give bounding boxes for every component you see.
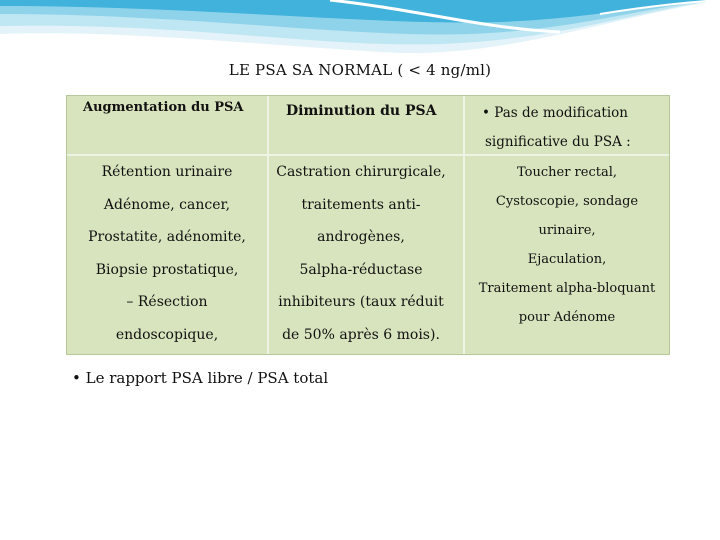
footnote-psa-ratio: • Le rapport PSA libre / PSA total	[72, 369, 329, 387]
list-item: urinaire,	[538, 223, 596, 238]
increase-causes	[67, 156, 267, 351]
list-item: 5alpha-réductase	[299, 261, 423, 278]
header-decrease: Diminution du PSA	[286, 103, 437, 119]
header-no-change-line1: • Pas de modification	[482, 105, 628, 121]
list-item: endoscopique,	[115, 326, 219, 343]
list-item: Adénome, cancer,	[103, 196, 231, 213]
header-increase: Augmentation du PSA	[83, 100, 244, 115]
list-item: de 50% après 6 mois).	[282, 326, 440, 343]
list-item: Cystoscopie, sondage	[495, 194, 639, 209]
list-item: Prostatite, adénomite,	[88, 229, 246, 245]
list-item: pour Adénome	[518, 310, 616, 325]
list-item: inhibiteurs (taux réduit	[278, 294, 444, 310]
list-item: Rétention urinaire	[101, 164, 233, 180]
list-item: – Résection	[126, 294, 208, 310]
no-change-causes	[465, 158, 669, 332]
list-item: Toucher rectal,	[516, 165, 617, 180]
list-item: Castration chirurgicale,	[276, 164, 446, 180]
decorative-wave-banner	[0, 0, 720, 70]
decrease-causes	[263, 156, 459, 351]
list-item: Ejaculation,	[527, 252, 607, 267]
list-item: traitements anti-	[301, 196, 421, 213]
slide-title: LE PSA SA NORMAL ( < 4 ng/ml)	[228, 61, 492, 79]
list-item: Biopsie prostatique,	[95, 261, 239, 278]
header-no-change-line2: significative du PSA :	[485, 134, 631, 150]
list-item: androgènes,	[317, 229, 405, 245]
list-item: Traitement alpha-bloquant	[478, 281, 656, 296]
psa-table	[66, 95, 670, 355]
